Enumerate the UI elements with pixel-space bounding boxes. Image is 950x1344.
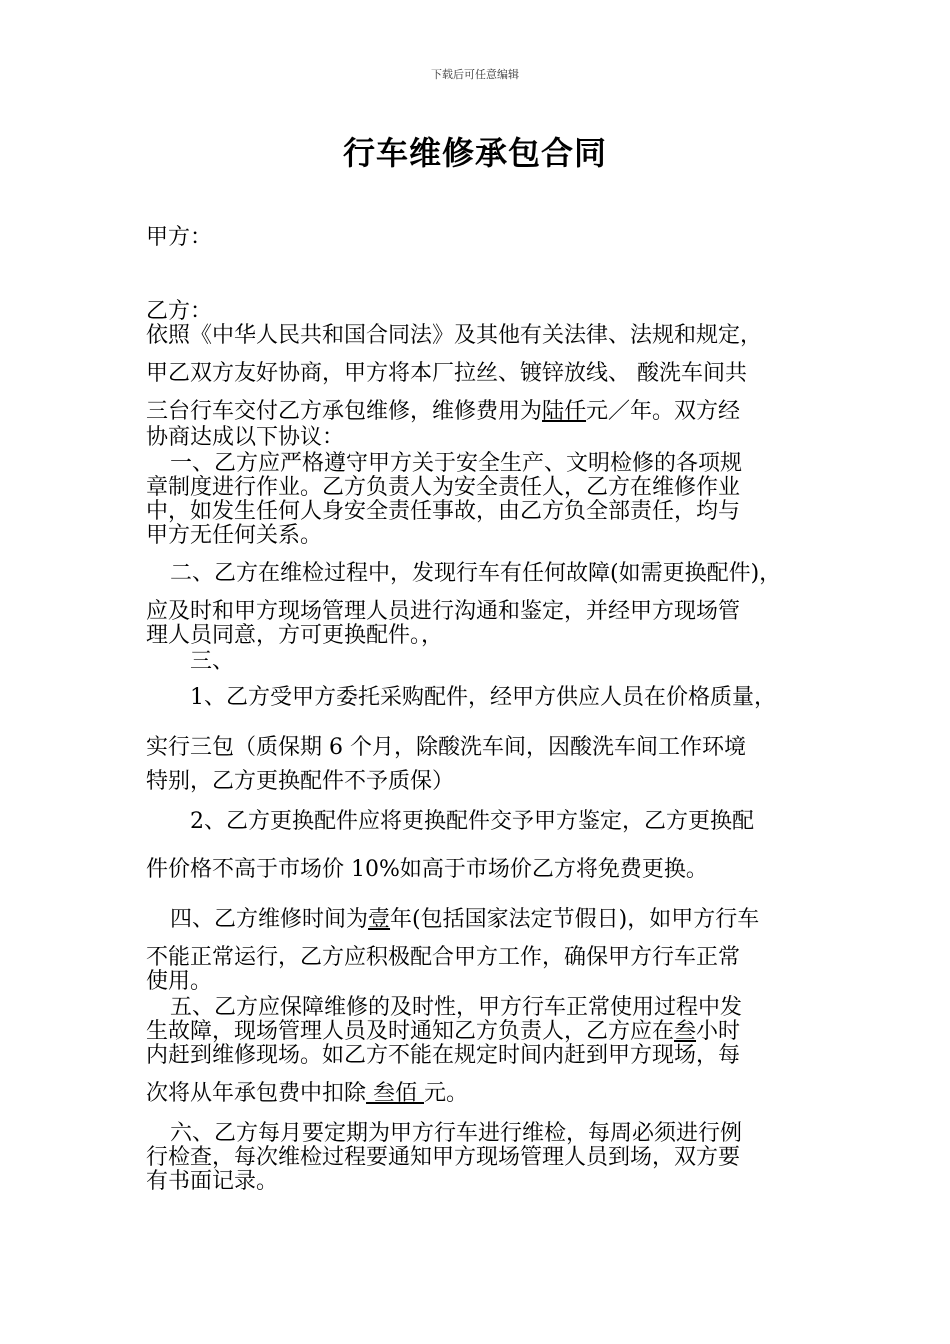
intro-line-4: 协商达成以下协议： bbox=[146, 425, 345, 450]
clause-4-line-3: 使用。 bbox=[146, 969, 213, 994]
clause-3-sub-2-line-2: 件价格不高于市场价 10%如高于市场价乙方将免费更换。 bbox=[146, 857, 708, 882]
intro-line-3 bbox=[146, 398, 740, 426]
clause-3-sub-1-line-3: 特别，乙方更换配件不予质保） bbox=[146, 769, 455, 794]
intro-line-3-post: 元／年。双方经 bbox=[586, 399, 741, 424]
clause-4-line-1 bbox=[170, 906, 759, 934]
intro-line-3-pre: 三台行车交付乙方承包维修，维修费用为 bbox=[146, 399, 543, 424]
intro-line-2: 甲乙双方友好协商，甲方将本厂拉丝、镀锌放线、 酸洗车间共 bbox=[146, 361, 747, 386]
clause-4-line-1-post: 年(包括国家法定节假日)，如甲方行车 bbox=[390, 907, 760, 932]
clause-1-line-2: 章制度进行作业。乙方负责人为安全责任人，乙方在维修作业 bbox=[146, 475, 741, 500]
party-b-label: 乙方： bbox=[146, 299, 213, 324]
clause-1-line-4: 甲方无任何关系。 bbox=[146, 523, 323, 548]
clause-2-line-1: 二、乙方在维检过程中，发现行车有任何故障(如需更换配件)， bbox=[170, 561, 782, 586]
response-hours: 叁 bbox=[674, 1019, 697, 1044]
header-note: 下载后可任意编辑 bbox=[431, 68, 519, 81]
clause-2-line-2: 应及时和甲方现场管理人员进行沟通和鉴定，并经甲方现场管 bbox=[146, 599, 741, 624]
party-a-label: 甲方： bbox=[146, 225, 213, 250]
clause-5-line-4-pre: 次将从年承包费中扣除 bbox=[146, 1081, 367, 1106]
document-title: 行车维修承包合同 bbox=[342, 134, 607, 172]
clause-5-line-1: 五、乙方应保障维修的及时性，甲方行车正常使用过程中发 bbox=[170, 995, 743, 1020]
clause-1-line-3: 中，如发生任何人身安全责任事故，由乙方负全部责任，均与 bbox=[146, 499, 741, 524]
clause-5-line-2-post: 小时 bbox=[696, 1019, 741, 1044]
clause-2-line-3: 理人员同意，方可更换配件。， bbox=[146, 623, 444, 648]
clause-5-line-2-pre: 生故障，现场管理人员及时通知乙方负责人，乙方应在 bbox=[146, 1019, 675, 1044]
clause-1-line-1: 一、乙方应严格遵守甲方关于安全生产、文明检修的各项规 bbox=[170, 451, 743, 476]
clause-6-line-3: 有书面记录。 bbox=[146, 1169, 279, 1194]
clause-3-sub-1-line-1: 1、乙方受甲方委托采购配件，经甲方供应人员在价格质量， bbox=[190, 685, 776, 710]
deduction-amount: 叁佰 bbox=[366, 1081, 425, 1106]
clause-5-line-4 bbox=[146, 1080, 468, 1108]
clause-4-line-2: 不能正常运行，乙方应积极配合甲方工作，确保甲方行车正常 bbox=[146, 945, 741, 970]
service-term: 壹 bbox=[368, 907, 391, 932]
clause-5-line-4-post: 元。 bbox=[424, 1081, 469, 1106]
clause-3-sub-2-line-1: 2、乙方更换配件应将更换配件交予甲方鉴定，乙方更换配 bbox=[190, 809, 754, 834]
intro-line-1: 依照《中华人民共和国合同法》及其他有关法律、法规和规定， bbox=[146, 323, 763, 348]
clause-4-line-1-pre: 四、乙方维修时间为 bbox=[170, 907, 369, 932]
fee-amount: 陆仟 bbox=[542, 399, 587, 424]
clause-3-sub-1-line-2: 实行三包（质保期 6 个月，除酸洗车间，因酸洗车间工作环境 bbox=[146, 735, 746, 760]
clause-6-line-2: 行检查，每次维检过程要通知甲方现场管理人员到场，双方要 bbox=[146, 1145, 741, 1170]
clause-5-line-3: 内赶到维修现场。如乙方不能在规定时间内赶到甲方现场，每 bbox=[146, 1043, 741, 1068]
clause-6-line-1: 六、乙方每月要定期为甲方行车进行维检，每周必须进行例 bbox=[170, 1121, 743, 1146]
clause-3-heading: 三、 bbox=[190, 649, 235, 674]
